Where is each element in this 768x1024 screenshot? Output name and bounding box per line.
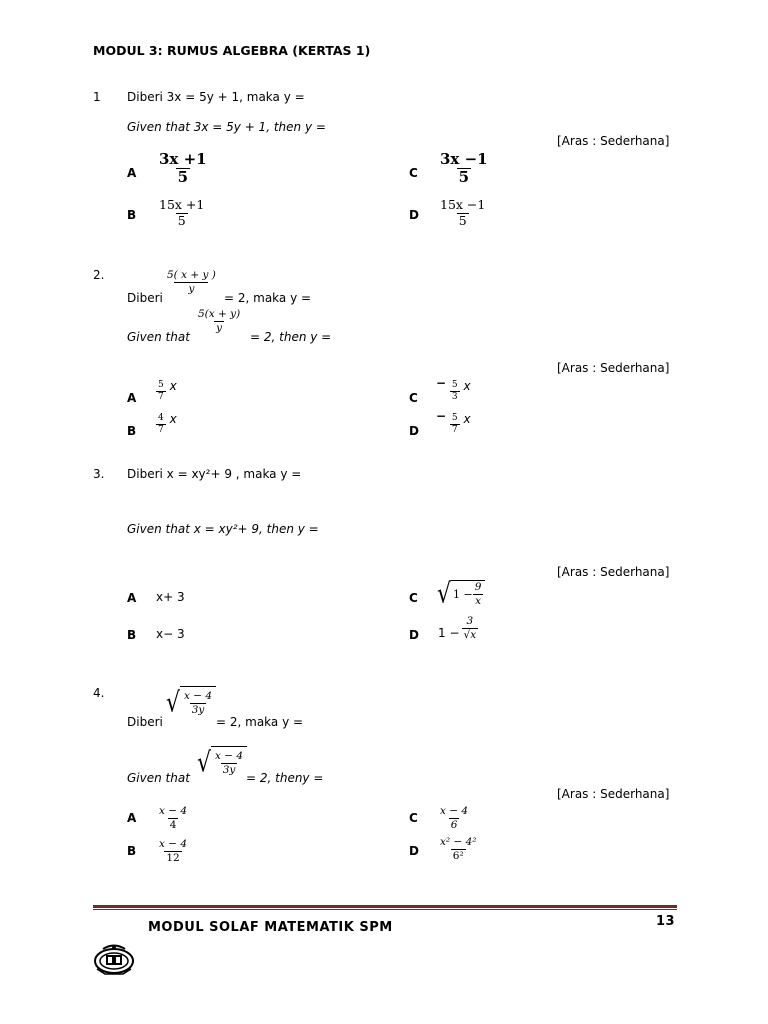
- q2-option-c: [436, 376, 471, 402]
- page-number: 13: [656, 914, 676, 929]
- question-3-english: Given that x = xy²+ 9, then y =: [127, 522, 319, 536]
- q4-option-c: [438, 803, 470, 830]
- footer-title: MODUL SOLAF MATEMATIK SPM: [148, 920, 393, 935]
- q3-option-c-denominator: x: [475, 594, 482, 607]
- q3-option-d-denominator: √x: [463, 628, 477, 641]
- question-2-number: 2.: [93, 268, 105, 282]
- q2-option-c-label: C: [409, 391, 418, 405]
- q4-option-b: [157, 836, 189, 863]
- q4-malay-radical: [166, 686, 216, 719]
- q4-option-a: [157, 803, 189, 830]
- q4-option-d-numerator: x² − 4²: [440, 836, 477, 848]
- q1-option-c-denominator: 5: [458, 168, 470, 186]
- question-2-level: [Aras : Sederhana]: [557, 361, 670, 375]
- q1-option-d: [438, 198, 487, 227]
- q3-option-d-label: D: [409, 628, 419, 642]
- q2-option-c-denominator: 3: [451, 392, 458, 402]
- q1-option-b-denominator: 5: [177, 212, 186, 228]
- q2-option-d-numerator: 5: [451, 413, 458, 423]
- q2-option-c-variable: x: [463, 379, 471, 393]
- q2-option-a-numerator: 5: [158, 380, 164, 390]
- question-2-english-prefix: Given that: [127, 330, 190, 344]
- question-3-number: 3.: [93, 467, 105, 481]
- q1-option-a-label: A: [127, 166, 137, 180]
- q4-malay-fraction-numerator: x − 4: [184, 690, 213, 702]
- q3-option-d: [438, 616, 478, 640]
- question-4-malay-prefix: Diberi: [127, 715, 163, 729]
- q1-option-b: [157, 198, 206, 227]
- q2-malay-fraction-denominator: y: [174, 282, 208, 295]
- q1-option-a-denominator: 5: [177, 168, 189, 186]
- q1-option-d-denominator: 5: [458, 212, 467, 228]
- q3-option-a: x+ 3: [156, 590, 185, 604]
- q2-option-a: [156, 376, 177, 402]
- question-4-number: 4.: [93, 686, 105, 700]
- q2-malay-fraction-numerator: 5( x + y ): [167, 269, 216, 281]
- q1-option-d-numerator: 15x −1: [440, 197, 486, 212]
- q4-english-radical-sign: √: [197, 747, 212, 779]
- q3-option-d-prefix: 1 −: [438, 626, 460, 640]
- q3-option-b: x− 3: [156, 627, 185, 641]
- q2-option-a-label: A: [127, 391, 137, 405]
- q1-option-d-label: D: [409, 208, 419, 222]
- q2-option-d: [436, 409, 471, 435]
- q2-english-fraction: [196, 306, 242, 333]
- q4-english-fraction-numerator: x − 4: [215, 750, 244, 762]
- question-2-malay-prefix: Diberi: [127, 291, 163, 305]
- q4-option-d: [438, 834, 479, 861]
- q3-option-b-label: B: [127, 628, 137, 642]
- q3-option-a-label: A: [127, 591, 137, 605]
- question-4-level: [Aras : Sederhana]: [557, 787, 670, 801]
- q2-option-c-sign: −: [436, 376, 447, 390]
- question-1-malay: Diberi 3x = 5y + 1, maka y =: [127, 90, 305, 104]
- q4-option-a-label: A: [127, 811, 137, 825]
- question-3-malay: Diberi x = xy²+ 9 , maka y =: [127, 467, 302, 481]
- q1-option-a-numerator: 3x +1: [159, 150, 207, 168]
- q4-option-c-numerator: x − 4: [440, 805, 469, 817]
- q2-english-fraction-numerator: 5(x + y): [198, 308, 241, 320]
- q4-malay-radical-sign: √: [166, 687, 181, 719]
- q4-option-d-label: D: [409, 844, 419, 858]
- q4-option-c-denominator: 6: [450, 818, 458, 831]
- q1-option-a: [157, 152, 209, 185]
- q1-option-b-numerator: 15x +1: [159, 197, 205, 212]
- q2-option-d-variable: x: [463, 412, 471, 426]
- q3-option-c: [437, 578, 485, 610]
- q2-option-d-denominator: 7: [451, 425, 458, 435]
- q4-option-d-denominator: 6²: [452, 849, 464, 862]
- q3-option-d-numerator: 3: [466, 615, 474, 627]
- q2-option-d-label: D: [409, 424, 419, 438]
- q4-english-fraction-denominator: 3y: [222, 763, 236, 776]
- q1-option-c-numerator: 3x −1: [440, 150, 488, 168]
- q3-option-c-numerator: 9: [474, 581, 482, 593]
- page-title: MODUL 3: RUMUS ALGEBRA (KERTAS 1): [93, 43, 371, 58]
- q3-option-c-prefix: 1 −: [453, 587, 473, 601]
- question-2-english-suffix: = 2, then y =: [250, 330, 332, 344]
- q2-option-a-denominator: 7: [158, 392, 164, 402]
- q2-option-d-sign: −: [436, 409, 447, 423]
- q2-option-b-variable: x: [169, 412, 177, 426]
- footer-rule-thick: [93, 905, 677, 908]
- question-3-level: [Aras : Sederhana]: [557, 565, 670, 579]
- q2-english-fraction-denominator: y: [216, 321, 223, 334]
- q3-option-c-label: C: [409, 591, 418, 605]
- footer-rule-thin: [93, 909, 677, 910]
- q2-option-b-numerator: 4: [158, 413, 164, 423]
- question-1-level: [Aras : Sederhana]: [557, 134, 670, 148]
- q1-option-c: [438, 152, 490, 185]
- q4-option-b-numerator: x − 4: [159, 838, 188, 850]
- q2-option-c-numerator: 5: [451, 380, 458, 390]
- q2-malay-fraction: [165, 267, 218, 294]
- q1-option-b-label: B: [127, 208, 137, 222]
- school-crest-logo-icon: [93, 943, 135, 977]
- q4-option-b-label: B: [127, 844, 137, 858]
- q4-option-a-denominator: 4: [169, 818, 177, 831]
- q3-option-c-radical: √: [437, 578, 452, 610]
- question-1-english: Given that 3x = 5y + 1, then y =: [127, 120, 326, 134]
- question-2-malay-suffix: = 2, maka y =: [224, 291, 312, 305]
- question-1-number: 1: [93, 90, 101, 104]
- q4-option-c-label: C: [409, 811, 418, 825]
- q4-english-radical: [197, 746, 247, 779]
- q4-option-a-numerator: x − 4: [159, 805, 188, 817]
- q4-malay-fraction-denominator: 3y: [191, 703, 205, 716]
- q2-option-b: [156, 409, 177, 435]
- question-4-malay-suffix: = 2, maka y =: [216, 715, 304, 729]
- q4-option-b-denominator: 12: [166, 851, 180, 864]
- question-4-english-suffix: = 2, theny =: [246, 771, 324, 785]
- q2-option-b-label: B: [127, 424, 137, 438]
- question-4-english-prefix: Given that: [127, 771, 190, 785]
- q2-option-b-denominator: 7: [158, 425, 164, 435]
- q2-option-a-variable: x: [169, 379, 177, 393]
- q1-option-c-label: C: [409, 166, 418, 180]
